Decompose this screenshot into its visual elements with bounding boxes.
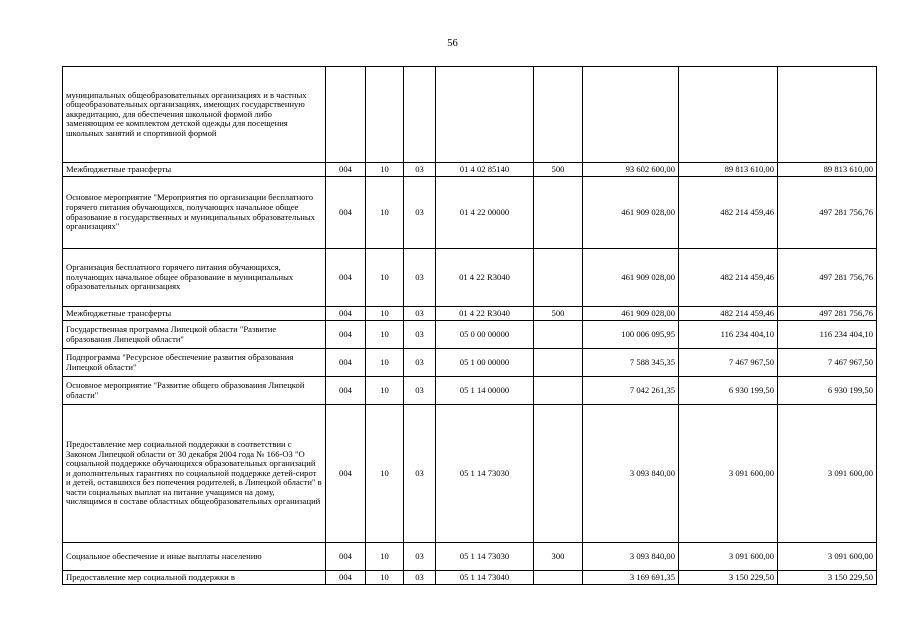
row-name: Организация бесплатного горячего питания обучающихся, получающих начальное общее образование в муниципальных образовательных организациях — [63, 249, 326, 307]
sum-year-1: 3 093 840,00 — [583, 405, 679, 543]
table-row — [63, 571, 877, 585]
row-name: Государственная программа Липецкой области "Развитие образования Липецкой области" — [63, 321, 326, 349]
section-code: 10 — [366, 307, 404, 321]
subsection-code: 03 — [404, 405, 436, 543]
target-code: 05 0 00 00000 — [436, 321, 534, 349]
sum-year-1: 3 093 840,00 — [583, 543, 679, 571]
sum-year-1: 93 602 600,00 — [583, 163, 679, 177]
sum-year-2: 6 930 199,50 — [679, 377, 778, 405]
target-code: 01 4 22 00000 — [436, 177, 534, 249]
sum-year-1: 100 006 095,95 — [583, 321, 679, 349]
sum-year-2 — [679, 67, 778, 163]
ministry-code: 004 — [326, 571, 366, 585]
sum-year-1: 7 042 261,35 — [583, 377, 679, 405]
target-code: 01 4 22 R3040 — [436, 307, 534, 321]
target-code: 05 1 14 73030 — [436, 405, 534, 543]
ministry-code: 004 — [326, 163, 366, 177]
subsection-code: 03 — [404, 249, 436, 307]
ministry-code — [326, 67, 366, 163]
row-name: Предоставление мер социальной поддержки в — [63, 571, 326, 585]
page-number: 56 — [447, 38, 458, 49]
sum-year-2: 3 091 600,00 — [679, 405, 778, 543]
sum-year-3 — [778, 67, 877, 163]
row-name: Основное мероприятие "Мероприятия по организации бесплатного горячего питания обучающихся, получающих начальное общее образование в государственных и муниципальных образовательных организациях" — [63, 177, 326, 249]
expense-code — [534, 177, 583, 249]
sum-year-2: 482 214 459,46 — [679, 177, 778, 249]
section-code: 10 — [366, 321, 404, 349]
subsection-code: 03 — [404, 571, 436, 585]
sum-year-1 — [583, 67, 679, 163]
section-code: 10 — [366, 571, 404, 585]
expense-code: 500 — [534, 163, 583, 177]
sum-year-1: 461 909 028,00 — [583, 177, 679, 249]
target-code: 01 4 22 R3040 — [436, 249, 534, 307]
ministry-code: 004 — [326, 377, 366, 405]
row-name: Социальное обеспечение и иные выплаты населению — [63, 543, 326, 571]
row-name: Межбюджетные трансферты — [63, 307, 326, 321]
row-name: Межбюджетные трансферты — [63, 163, 326, 177]
row-name: Подпрограмма "Ресурсное обеспечение развития образования Липецкой области" — [63, 349, 326, 377]
expense-code — [534, 67, 583, 163]
sum-year-3: 7 467 967,50 — [778, 349, 877, 377]
subsection-code: 03 — [404, 163, 436, 177]
section-code: 10 — [366, 349, 404, 377]
ministry-code: 004 — [326, 543, 366, 571]
expense-code — [534, 571, 583, 585]
section-code — [366, 67, 404, 163]
ministry-code: 004 — [326, 349, 366, 377]
table-row — [63, 307, 877, 321]
section-code: 10 — [366, 543, 404, 571]
sum-year-3: 89 813 610,00 — [778, 163, 877, 177]
ministry-code: 004 — [326, 249, 366, 307]
subsection-code: 03 — [404, 321, 436, 349]
ministry-code: 004 — [326, 177, 366, 249]
subsection-code: 03 — [404, 377, 436, 405]
ministry-code: 004 — [326, 321, 366, 349]
expense-code: 500 — [534, 307, 583, 321]
row-name: Основное мероприятие "Развитие общего образования Липецкой области" — [63, 377, 326, 405]
subsection-code — [404, 67, 436, 163]
table-row — [63, 321, 877, 349]
expense-code — [534, 249, 583, 307]
target-code — [436, 67, 534, 163]
sum-year-2: 482 214 459,46 — [679, 307, 778, 321]
sum-year-3: 3 091 600,00 — [778, 543, 877, 571]
sum-year-3: 3 150 229,50 — [778, 571, 877, 585]
ministry-code: 004 — [326, 405, 366, 543]
sum-year-2: 7 467 967,50 — [679, 349, 778, 377]
sum-year-1: 3 169 691,35 — [583, 571, 679, 585]
table-row — [63, 177, 877, 249]
subsection-code: 03 — [404, 177, 436, 249]
expense-code: 300 — [534, 543, 583, 571]
sum-year-2: 3 091 600,00 — [679, 543, 778, 571]
sum-year-2: 3 150 229,50 — [679, 571, 778, 585]
table-row — [63, 163, 877, 177]
sum-year-3: 497 281 756,76 — [778, 177, 877, 249]
section-code: 10 — [366, 163, 404, 177]
target-code: 05 1 14 73030 — [436, 543, 534, 571]
sum-year-1: 461 909 028,00 — [583, 307, 679, 321]
sum-year-3: 497 281 756,76 — [778, 249, 877, 307]
section-code: 10 — [366, 405, 404, 543]
table-row — [63, 349, 877, 377]
section-code: 10 — [366, 177, 404, 249]
sum-year-2: 116 234 404,10 — [679, 321, 778, 349]
expense-code — [534, 321, 583, 349]
row-name: муниципальных общеобразовательных организациях и в частных общеобразовательных организациях, имеющих государственную аккредитацию, для обеспечения школьной формой либо заменяющим ее комплектом детской одежды для посещения школьных занятий и спортивной формой — [63, 67, 326, 163]
sum-year-3: 6 930 199,50 — [778, 377, 877, 405]
subsection-code: 03 — [404, 307, 436, 321]
table-row — [63, 377, 877, 405]
target-code: 05 1 14 73040 — [436, 571, 534, 585]
target-code: 05 1 14 00000 — [436, 377, 534, 405]
budget-table — [62, 66, 877, 585]
table-row — [63, 543, 877, 571]
sum-year-3: 116 234 404,10 — [778, 321, 877, 349]
target-code: 01 4 02 85140 — [436, 163, 534, 177]
ministry-code: 004 — [326, 307, 366, 321]
sum-year-3: 497 281 756,76 — [778, 307, 877, 321]
expense-code — [534, 377, 583, 405]
table-row — [63, 67, 877, 163]
sum-year-2: 89 813 610,00 — [679, 163, 778, 177]
section-code: 10 — [366, 377, 404, 405]
expense-code — [534, 349, 583, 377]
row-name: Предоставление мер социальной поддержки в соответствии с Законом Липецкой области от 30 декабря 2004 года № 166-ОЗ "О социальной поддержке обучающихся образовательных организаций и дополнительных гарантиях по социальной поддержке детей-сирот и детей, оставшихся без попечения родителей, в Липецкой области" в части социальных выплат на питание учащимся на дому, числящимся в составе областных общеобразовательных организаций — [63, 405, 326, 543]
sum-year-1: 461 909 028,00 — [583, 249, 679, 307]
expense-code — [534, 405, 583, 543]
section-code: 10 — [366, 249, 404, 307]
target-code: 05 1 00 00000 — [436, 349, 534, 377]
table-row — [63, 405, 877, 543]
subsection-code: 03 — [404, 349, 436, 377]
table-row — [63, 249, 877, 307]
sum-year-3: 3 091 600,00 — [778, 405, 877, 543]
sum-year-1: 7 588 345,35 — [583, 349, 679, 377]
subsection-code: 03 — [404, 543, 436, 571]
sum-year-2: 482 214 459,46 — [679, 249, 778, 307]
